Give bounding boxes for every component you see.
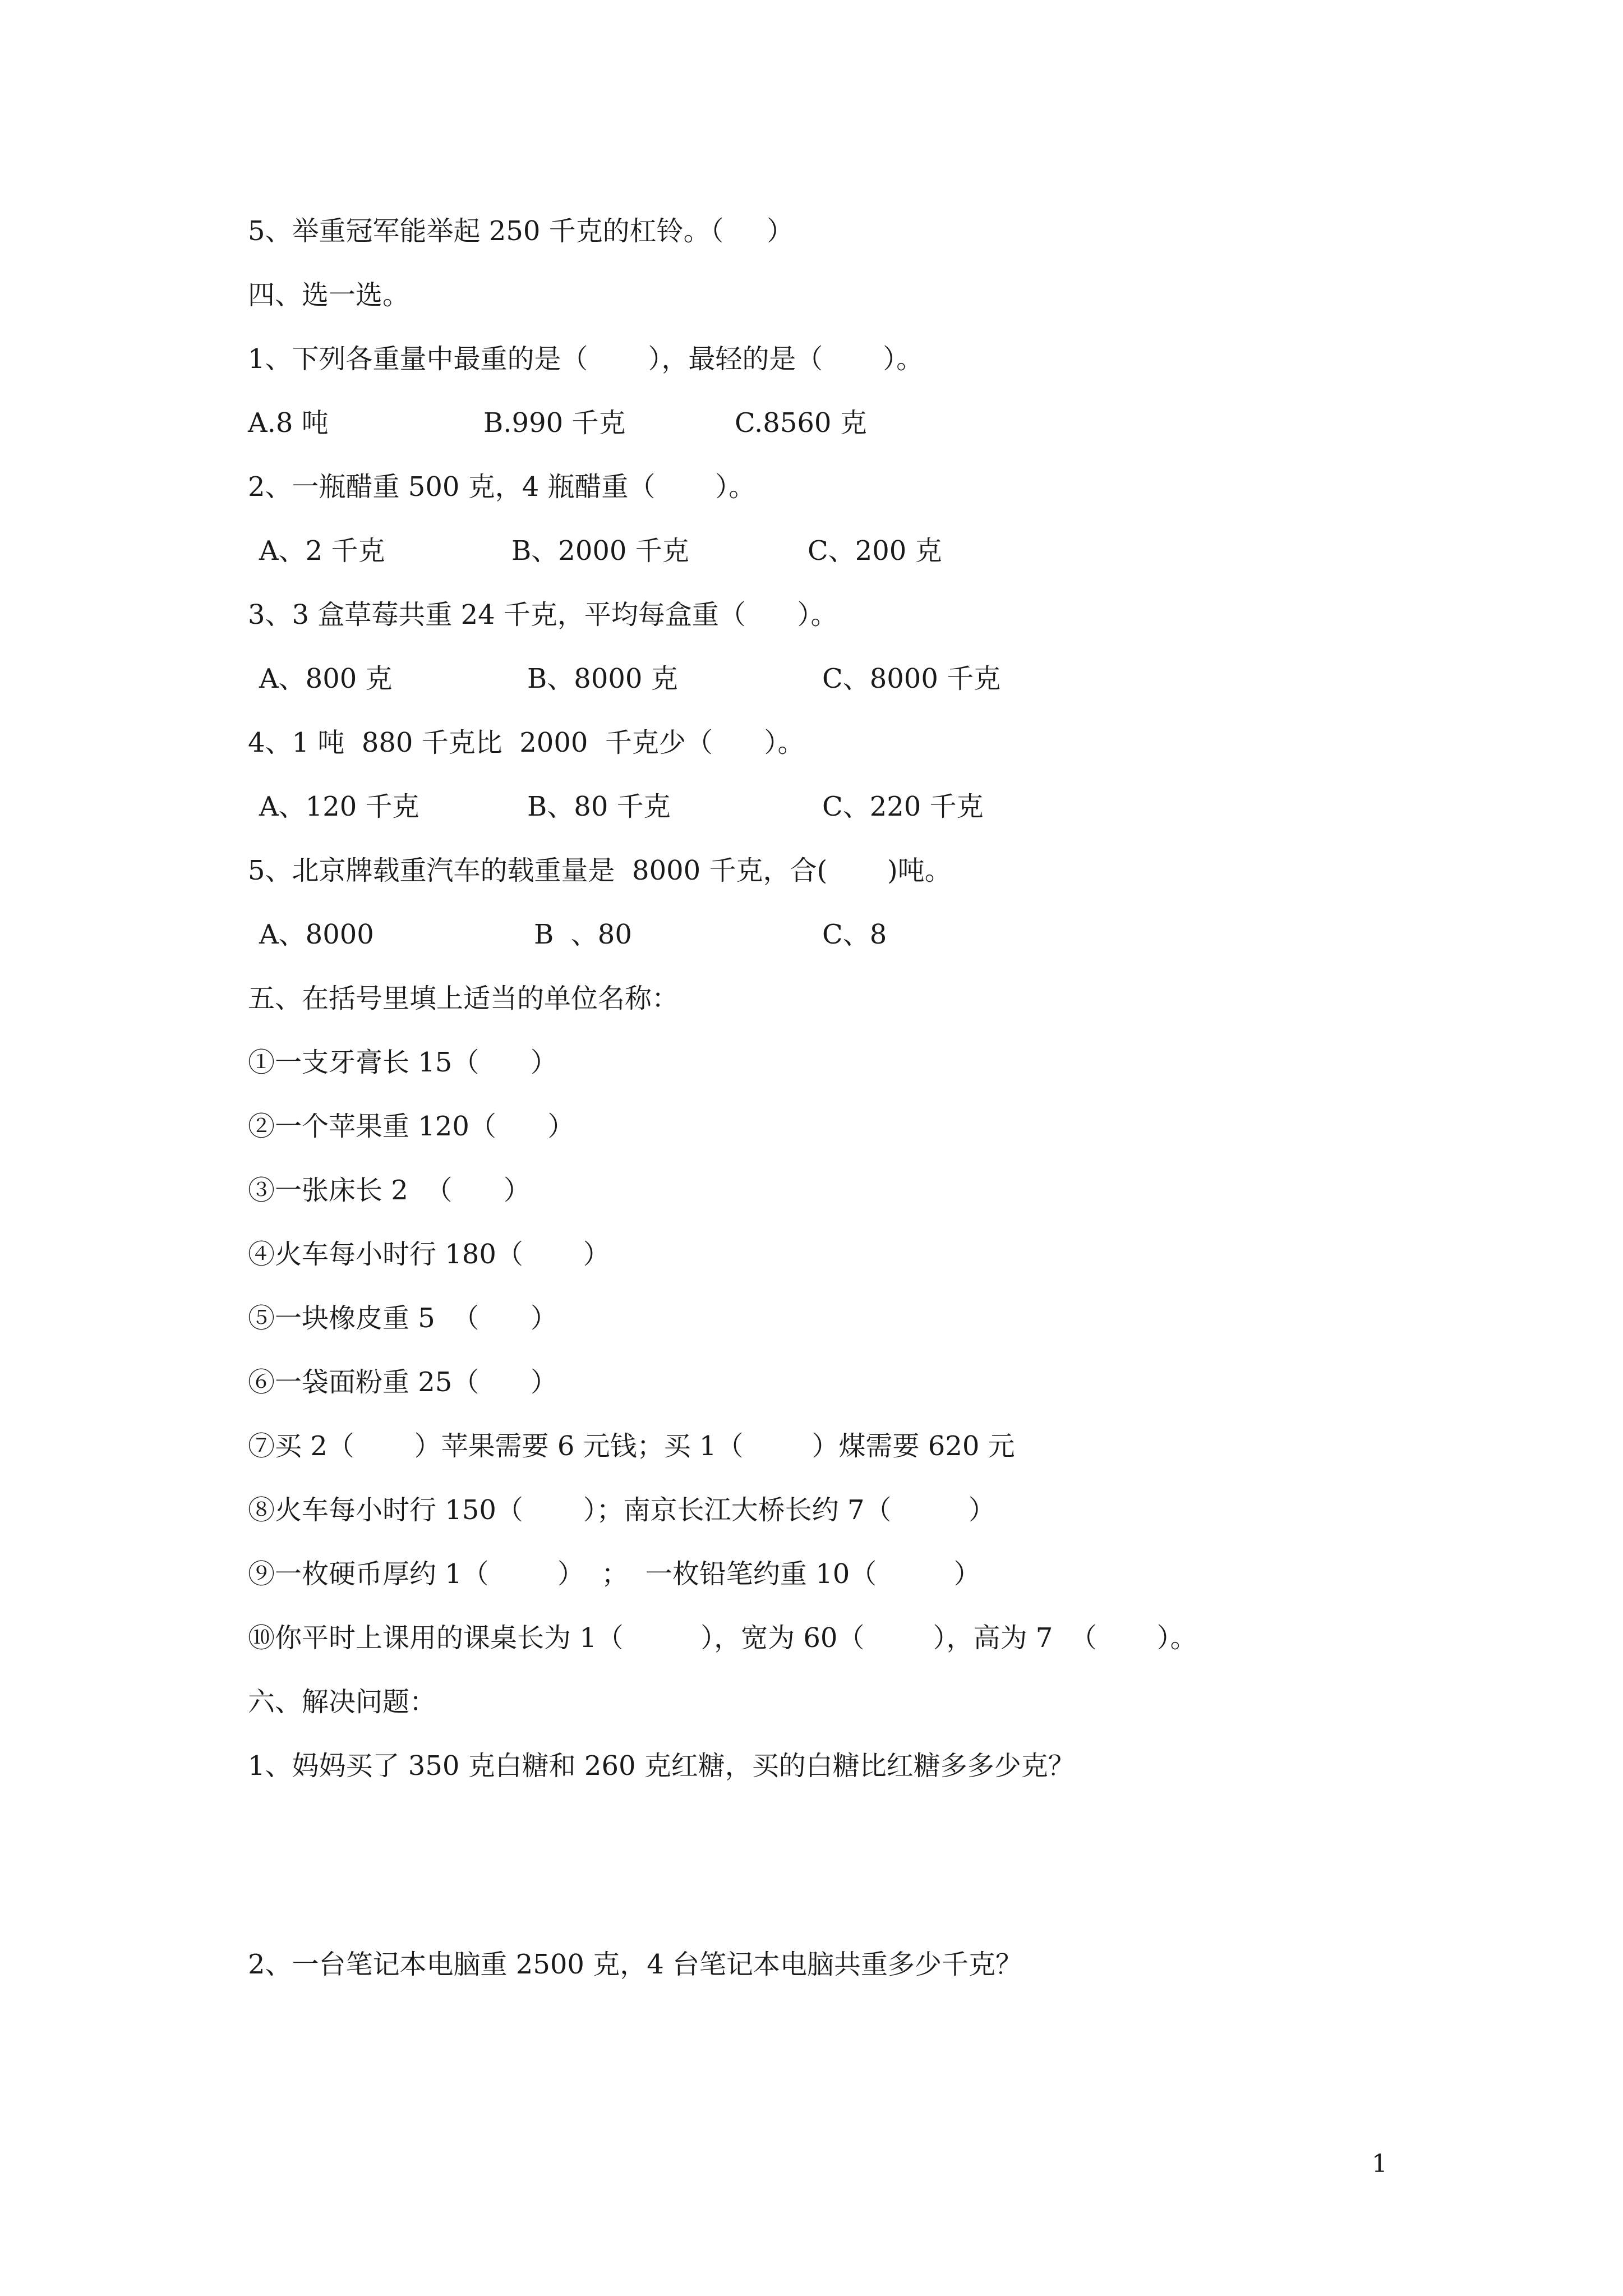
s5-item-7: ⑦买 2（ ）苹果需要 6 元钱；买 1（ ）煤需要 620 元 [248,1430,1015,1462]
s4-q3-option-b: B、8000 克 [527,663,678,694]
s5-item-1: ①一支牙膏长 15（ ） [248,1047,557,1078]
s4-q1-option-c: C.8560 克 [735,407,867,439]
s4-question-2: 2、一瓶醋重 500 克，4 瓶醋重（ ）。 [248,471,756,503]
s5-item-10: ⑩你平时上课用的课桌长为 1（ ），宽为 60（ ），高为 7 （ ）。 [248,1622,1197,1654]
s4-q2-option-c: C、200 克 [808,535,942,567]
s5-item-2: ②一个苹果重 120（ ） [248,1111,575,1142]
s4-q2-option-a: A、2 千克 [259,535,385,567]
s4-q1-option-b: B.990 千克 [483,407,626,439]
s4-q5-option-a: A、8000 [259,919,374,950]
s5-item-9: ⑨一枚硬币厚约 1（ ） ； 一枚铅笔约重 10（ ） [248,1558,981,1590]
s4-q4-option-c: C、220 千克 [822,791,984,822]
section4-title: 四、选一选。 [248,279,410,311]
s5-item-4: ④火车每小时行 180（ ） [248,1239,610,1270]
s6-question-2: 2、一台笔记本电脑重 2500 克，4 台笔记本电脑共重多少千克？ [248,1949,1023,1980]
s4-q5-option-c: C、8 [822,919,887,950]
section6-title: 六、解决问题： [248,1686,437,1718]
s4-q3-option-c: C、8000 千克 [822,663,1001,694]
s4-q5-option-b: B 、80 [534,919,632,950]
s4-question-3: 3、3 盒草莓共重 24 千克，平均每盒重（ ）。 [248,599,838,631]
s4-question-5: 5、北京牌载重汽车的载重量是 8000 千克，合( )吨。 [248,855,952,886]
s5-item-5: ⑤一块橡皮重 5 （ ） [248,1303,557,1334]
s6-question-1: 1、妈妈买了 350 克白糖和 260 克红糖，买的白糖比红糖多多少克？ [248,1750,1075,1782]
s4-q2-option-b: B、2000 千克 [511,535,689,567]
s4-q4-option-b: B、80 千克 [527,791,671,822]
s4-q3-option-a: A、800 克 [259,663,393,694]
page-number: 1 [1372,2150,1387,2178]
s5-item-8: ⑧火车每小时行 150（ ）；南京长江大桥长约 7（ ） [248,1494,995,1526]
s4-q1-option-a: A.8 吨 [248,407,329,439]
s4-question-4: 4、1 吨 880 千克比 2000 千克少（ ）。 [248,727,805,758]
section3-item5: 5、举重冠军能举起 250 千克的杠铃。（ ） [248,215,794,247]
s4-question-1: 1、下列各重量中最重的是（ ），最轻的是（ ）。 [248,343,924,375]
section5-title: 五、在括号里填上适当的单位名称： [248,983,679,1014]
s5-item-6: ⑥一袋面粉重 25（ ） [248,1366,557,1398]
s5-item-3: ③一张床长 2 （ ） [248,1175,531,1206]
s4-q4-option-a: A、120 千克 [259,791,419,822]
